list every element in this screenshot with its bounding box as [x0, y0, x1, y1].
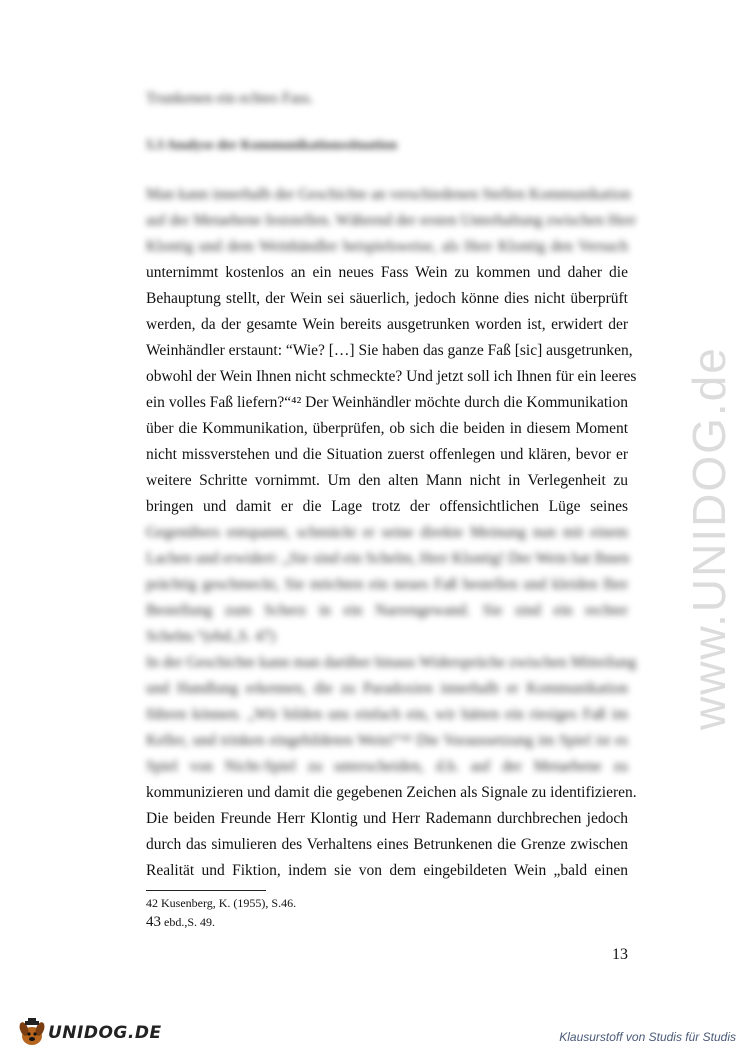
text-line: Die beiden Freunde Herr Klontig und Herr Rademann durchbrechen jedoch: [146, 810, 628, 827]
footnote-number: 42: [146, 896, 158, 910]
dog-icon: [16, 1018, 46, 1048]
text-line: werden, da der gesamte Wein bereits ausgetrunken worden ist, erwidert der: [146, 316, 628, 333]
text-line: Realität und Fiktion, indem sie von dem eingebildeten Wein „bald einen: [146, 862, 628, 879]
watermark: www.UNIDOG.de: [683, 346, 735, 730]
text-line: auf der Metaebene feststellen. Während der ersten Unterhaltung zwischen Herr: [146, 212, 637, 229]
text-line: bringen und damit er die Lage trotz der offensichtlichen Lüge seines: [146, 498, 628, 515]
footnote-42: [146, 896, 296, 911]
page-number: 13: [612, 946, 628, 963]
text-line: weitere Schritte vornimmt. Um den alten Mann nicht in Verlegenheit zu: [146, 472, 628, 489]
footnote-number: 43: [146, 914, 161, 930]
text-line: nicht missverstehen und die Situation zuerst offenlegen und klären, bevor er: [146, 446, 628, 463]
logo-text: UNIDOG.DE: [48, 1023, 162, 1043]
footnote-separator: [146, 890, 266, 891]
text-line: unternimmt kostenlos an ein neues Fass Wein zu kommen und daher die: [146, 264, 628, 281]
section-heading: 5.3 Analyse der Kommunikationssituation: [146, 138, 398, 153]
text-line: Man kann innerhalb der Geschichte an verschiedenen Stellen Kommunikation: [146, 186, 631, 203]
text-line: prächtig geschmeckt, Sie möchten ein neues Faß bestellen und kleiden Ihre: [146, 576, 628, 593]
footnote-text: Kusenberg, K. (1955), S.46.: [161, 896, 297, 910]
unidog-logo: [16, 1018, 162, 1048]
text-line: über die Kommunikation, überprüfen, ob sich die beiden in diesem Moment: [146, 420, 628, 437]
text-line: Lachen und erwidert: „Sie sind ein Schelm, Herr Klontig! Der Wein hat Ihnen: [146, 550, 630, 567]
footnote-text: ebd.,S. 49.: [164, 915, 215, 929]
text-line: In der Geschichte kann man darüber hinaus Widersprüche zwischen Mitteilung: [146, 654, 637, 671]
text-line: ein volles Faß liefern?“⁴² Der Weinhändler möchte durch die Kommunikation: [146, 394, 628, 411]
text-line: kommunizieren und damit die gegebenen Zeichen als Signale zu identifizieren.: [146, 784, 637, 801]
text-line: Behauptung stellt, der Wein sei säuerlich, jedoch könne dies nicht überprüft: [146, 290, 628, 307]
text-line: Weinhändler erstaunt: “Wie? […] Sie haben das ganze Faß [sic] ausgetrunken,: [146, 342, 633, 359]
text-line: und Handlung erkennen, die zu Paradoxien innerhalb er Kommunikation: [146, 680, 628, 697]
text-line: Schelm.“(ebd.,S. 47): [146, 628, 276, 645]
text-line: führen können. „Wir bilden uns einfach ein, wir hätten ein riesiges Faß im: [146, 706, 628, 723]
text-line: Klontig und dem Weinhändler beispielsweise, als Herr Klontig den Versuch: [146, 238, 628, 255]
text-line: Spiel von Nicht-Spiel zu unterscheiden, d.h. auf der Metaebene zu: [146, 758, 628, 775]
top-line: Trunkenen ein echtes Fass.: [146, 90, 314, 107]
text-line: durch das simulieren des Verhaltens eines Betrunkenen die Grenze zwischen: [146, 836, 628, 853]
text-line: Keller, und trinken eingebildeten Wein!“⁴³ Die Voraussetzung im Spiel ist es: [146, 732, 628, 749]
text-line: Gegenübers entspannt, schmückt er seine direkte Meinung nun mit einem: [146, 524, 628, 541]
slogan: Klausurstoff von Studis für Studis: [559, 1030, 736, 1044]
text-line: Bestellung zum Scherz in ein Narrengewand. Sie sind ein rechter: [146, 602, 628, 619]
text-line: obwohl der Wein Ihnen nicht schmeckte? Und jetzt soll ich Ihnen für ein leeres: [146, 368, 637, 385]
footnote-43: [146, 914, 215, 931]
